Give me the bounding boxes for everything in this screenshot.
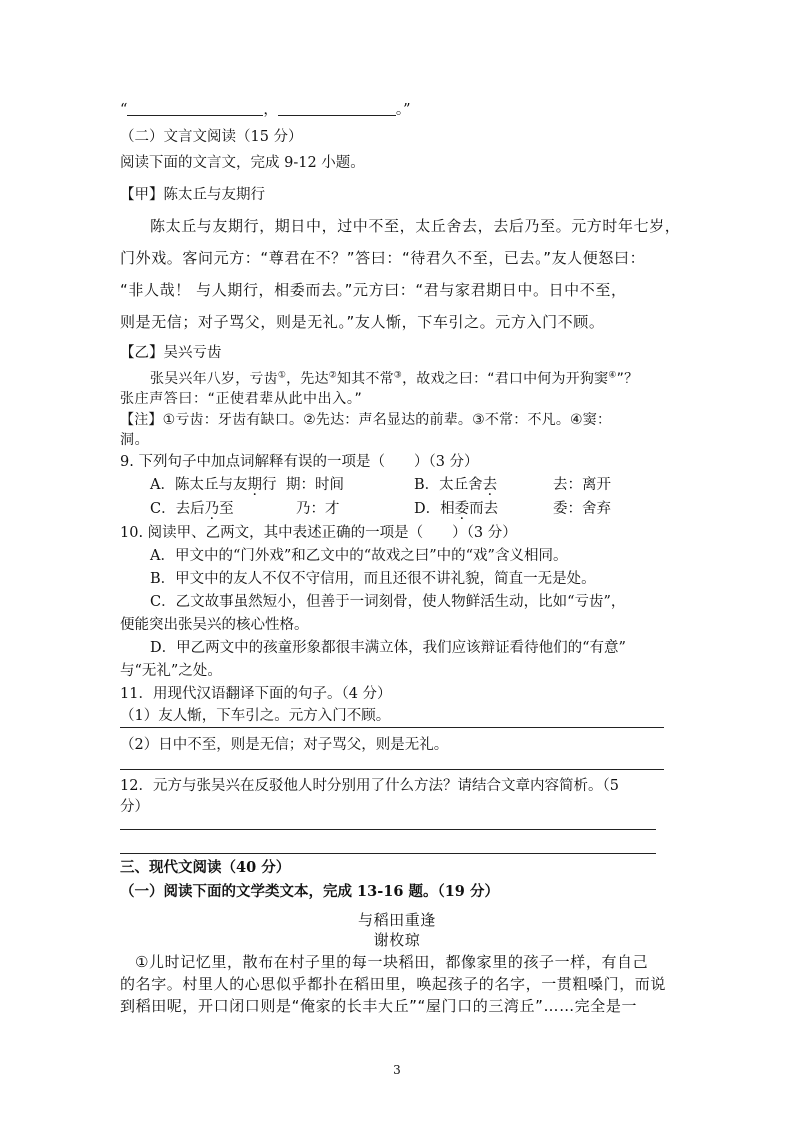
question-10-option-a[interactable]: A．甲文中的“门外戏”和乙文中的“故戏之曰”中的“戏”含义相同。 <box>150 548 568 564</box>
answer-blank-1[interactable] <box>127 101 263 116</box>
essay-title: 与稻田重逢 <box>357 911 436 929</box>
question-9-option-c[interactable]: C．去后乃至 <box>150 501 234 517</box>
question-10-option-d[interactable]: D．甲乙两文中的孩童形象都很丰满立体，我们应该辩证看待他们的“有意” <box>150 640 626 656</box>
answer-line[interactable] <box>120 727 664 728</box>
question-9-option-b[interactable]: B．太丘舍去 <box>414 477 498 493</box>
passage-yi-line: 张吴兴年八岁，亏齿①，先达②知其不常③，故戏之曰：“君口中何为开狗窦④”？ <box>150 370 639 387</box>
question-9-option-d-explanation: 委：舍弃 <box>553 501 611 517</box>
answer-line[interactable] <box>120 829 656 830</box>
question-9-option-d[interactable]: D．相委而去 <box>414 501 499 517</box>
question-9-option-a-explanation: 期：时间 <box>286 477 344 493</box>
question-10-option-b[interactable]: B．甲文中的友人不仅不守信用，而且还很不讲礼貌，简直一无是处。 <box>150 571 596 587</box>
annotation-line: 洞。 <box>120 432 150 448</box>
essay-paragraph-line: 的名字。村里人的心思似乎都扑在稻田里，唤起孩子的名字，一贯粗嗓门，而说 <box>120 975 667 993</box>
essay-paragraph-line: 到稻田呢，开口闭口则是“俺家的长丰大丘”“屋门口的三湾丘”……完全是一 <box>120 997 638 1015</box>
question-11-stem: 11．用现代汉语翻译下面的句子。（4 分） <box>120 686 392 702</box>
passage-jia-title: 【甲】陈太丘与友期行 <box>120 187 265 203</box>
passage-yi-line: 张庄声答曰：“正使君辈从此中出入。” <box>120 391 363 407</box>
question-10-option-d-cont: 与“无礼”之处。 <box>120 663 222 679</box>
section-heading-classical: （二）文言文阅读（15 分） <box>120 129 303 145</box>
question-9-option-c-explanation: 乃：才 <box>296 501 340 517</box>
answer-blank-2[interactable] <box>278 101 396 116</box>
section-subheading: （一）阅读下面的文学类文本，完成 13-16 题。（19 分） <box>120 883 499 900</box>
passage-jia-line: 则是无信；对子骂父，则是无礼。”友人惭，下车引之。元方入门不顾。 <box>120 313 605 331</box>
question-11-sentence-2: （2）日中不至，则是无信；对子骂父，则是无礼。 <box>120 737 449 753</box>
question-9-option-a[interactable]: A．陈太丘与友期行 <box>150 477 277 493</box>
question-10-option-c-cont: 便能突出张吴兴的核心性格。 <box>120 617 309 633</box>
question-12-stem-cont: 分） <box>120 799 149 815</box>
question-10-option-c[interactable]: C．乙文故事虽然短小，但善于一词刻骨，使人物鲜活生动，比如“亏齿”， <box>150 594 626 610</box>
section-heading-modern: 三、现代文阅读（40 分） <box>120 859 291 876</box>
question-9-option-b-explanation: 去：离开 <box>553 477 611 493</box>
page-number: 3 <box>393 1063 401 1077</box>
answer-line[interactable] <box>120 769 664 770</box>
passage-jia-line: 门外戏。客问元方：“尊君在不？”答曰：“待君久不至，已去。”友人便怒曰： <box>120 249 646 267</box>
essay-paragraph-line: ①儿时记忆里，散布在村子里的每一块稻田，都像家里的孩子一样，有自己 <box>135 953 649 971</box>
answer-line[interactable] <box>120 853 656 854</box>
question-10-stem: 10. 阅读甲、乙两文，其中表述正确的一项是（ ）（3 分） <box>120 525 517 541</box>
annotation-line: 【注】①亏齿：牙齿有缺口。②先达：声名显达的前辈。③不常：不凡。④窦： <box>120 412 612 428</box>
passage-jia-line: “非人哉！ 与人期行，相委而去。”元方曰：“君与家君期日中。日中不至， <box>120 281 627 299</box>
question-11-sentence-1: （1）友人惭，下车引之。元方入门不顾。 <box>120 708 391 724</box>
section-intro: 阅读下面的文言文，完成 9-12 小题。 <box>120 155 365 171</box>
answer-blank-line: “ ， 。” <box>120 102 411 118</box>
question-12-stem: 12．元方与张吴兴在反驳他人时分别用了什么方法？请结合文章内容简析。（5 <box>120 778 619 794</box>
passage-jia-line: 陈太丘与友期行，期日中，过中不至，太丘舍去，去后乃至。元方时年七岁， <box>150 217 681 235</box>
question-9-stem: 9. 下列句子中加点词解释有误的一项是（ ）（3 分） <box>120 454 479 470</box>
essay-author: 谢枚琼 <box>373 931 421 949</box>
passage-yi-title: 【乙】吴兴亏齿 <box>120 345 222 361</box>
